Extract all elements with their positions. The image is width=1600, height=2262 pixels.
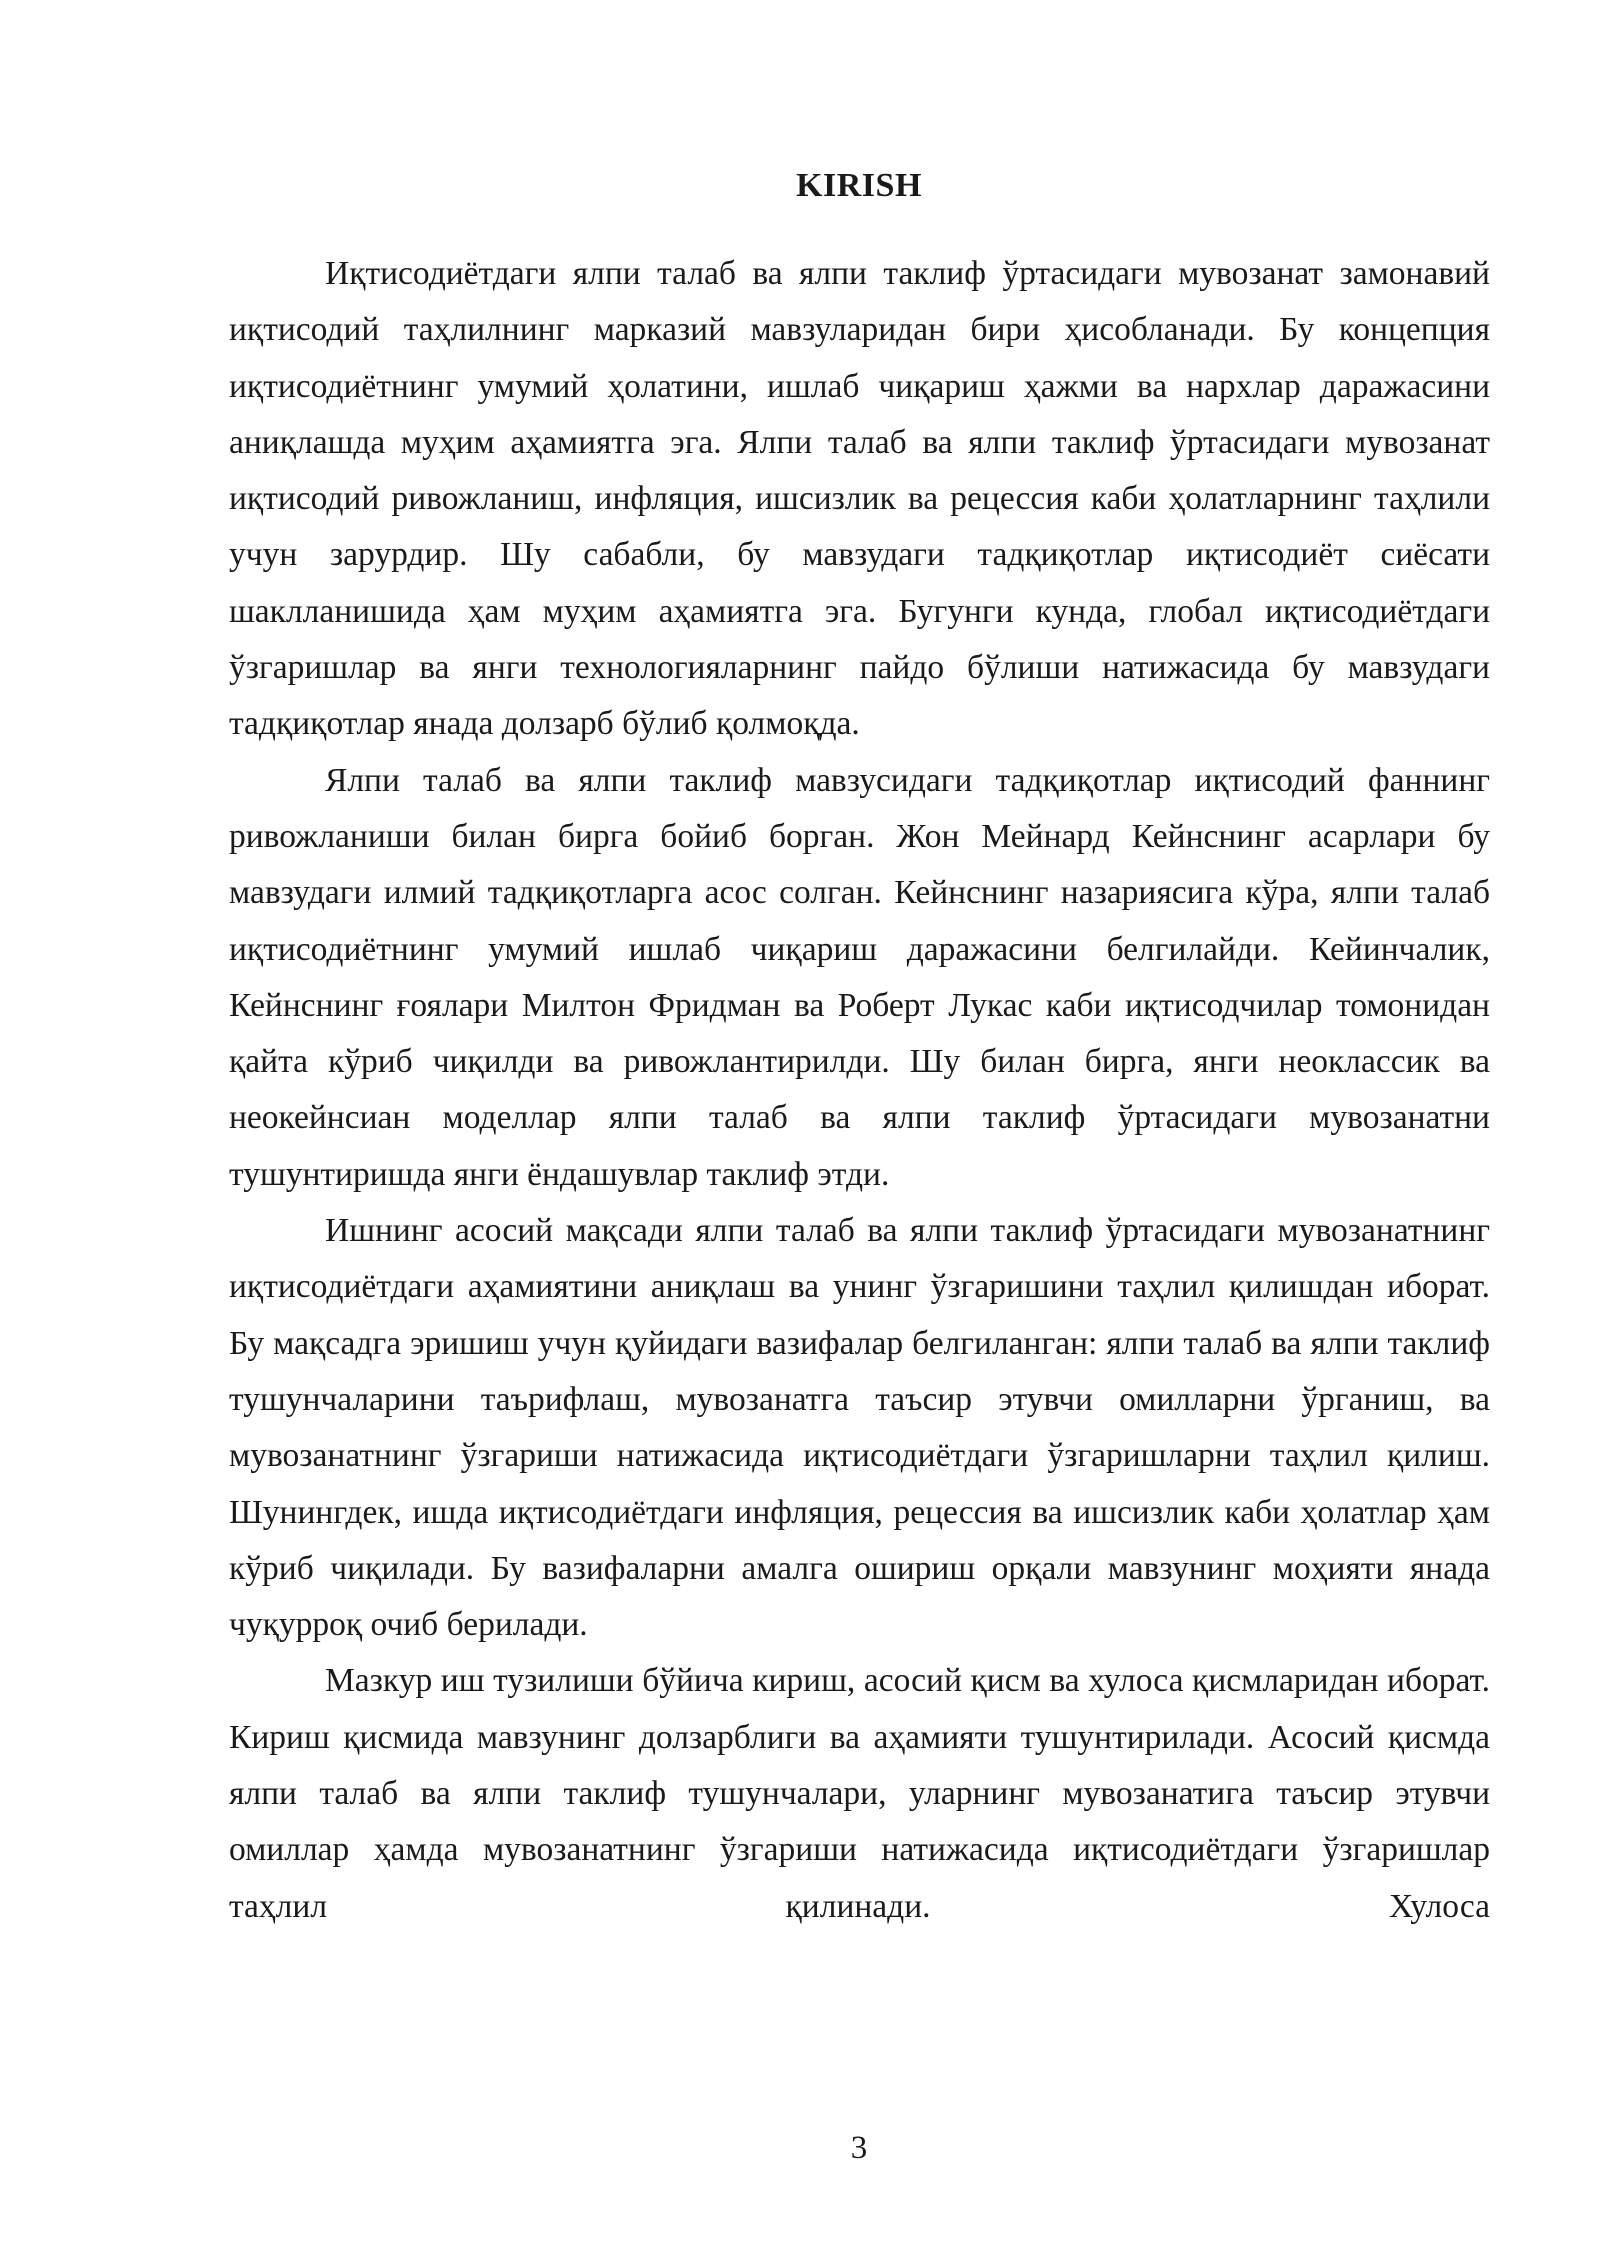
page-number: 3: [850, 2130, 868, 2166]
page-heading: KIRISH: [796, 167, 922, 204]
body-text: [229, 246, 1490, 1935]
paragraph-intro: Иқтисодиётдаги ялпи талаб ва ялпи таклиф ўртасидаги мувозанат замонавий иқтисодий таҳлилнинг марказий мавзуларидан бири ҳисобланади. Бу концепция иқтисодиётнинг умумий ҳолатини, ишлаб чиқариш ҳажми ва нархлар даражасини аниқлашда муҳим аҳамиятга эга. Ялпи талаб ва ялпи таклиф ўртасидаги мувозанат иқтисодий ривожланиш, инфляция, ишсизлик ва рецессия каби ҳолатларнинг таҳлили учун зарурдир. Шу сабабли, бу мавзудаги тадқиқотлар иқтисодиёт сиёсати шаклланишида ҳам муҳим аҳамиятга эга. Бугунги кунда, глобал иқтисодиётдаги ўзгаришлар ва янги технологияларнинг пайдо бўлиши натижасида бу мавзудаги тадқиқотлар янада долзарб бўлиб қолмоқда.: [229, 255, 1490, 743]
paragraph-history: Ялпи талаб ва ялпи таклиф мавзусидаги тадқиқотлар иқтисодий фаннинг ривожланиши билан бирга бойиб борган. Жон Мейнард Кейнснинг асарлари бу мавзудаги илмий тадқиқотларга асос солган. Кейнснинг назариясига кўра, ялпи талаб иқтисодиётнинг умумий ишлаб чиқариш даражасини белгилайди. Кейинчалик, Кейнснинг ғоялари Милтон Фридман ва Роберт Лукас каби иқтисодчилар томонидан қайта кўриб чиқилди ва ривожлантирилди. Шу билан бирга, янги неоклассик ва неокейнсиан моделлар ялпи талаб ва ялпи таклиф ўртасидаги мувозанатни тушунтиришда янги ёндашувлар таклиф этди.: [229, 761, 1490, 1193]
paragraph-structure: Мазкур иш тузилиши бўйича кириш, асосий қисм ва хулоса қисмларидан иборат. Кириш қисмида мавзунинг долзарблиги ва аҳамияти тушунтирилади. Асосий қисмда ялпи талаб ва ялпи таклиф тушунчалари, уларнинг мувозанатига таъсир этувчи омиллар ҳамда мувозанатнинг ўзгариши натижасида иқтисодиётдаги ўзгаришлар таҳлил қилинади. Хулоса: [229, 1662, 1490, 1925]
paragraph-goals: Ишнинг асосий мақсади ялпи талаб ва ялпи таклиф ўртасидаги мувозанатнинг иқтисодиётдаги аҳамиятини аниқлаш ва унинг ўзгаришини таҳлил қилишдан иборат. Бу мақсадга эришиш учун қуйидаги вазифалар белгиланган: ялпи талаб ва ялпи таклиф тушунчаларини таърифлаш, мувозанатга таъсир этувчи омилларни ўрганиш, ва мувозанатнинг ўзгариши натижасида иқтисодиётдаги ўзгаришларни таҳлил қилиш. Шунингдек, ишда иқтисодиётдаги инфляция, рецессия ва ишсизлик каби ҳолатлар ҳам кўриб чиқилади. Бу вазифаларни амалга ошириш орқали мавзунинг моҳияти янада чуқурроқ очиб берилади.: [229, 1212, 1490, 1644]
